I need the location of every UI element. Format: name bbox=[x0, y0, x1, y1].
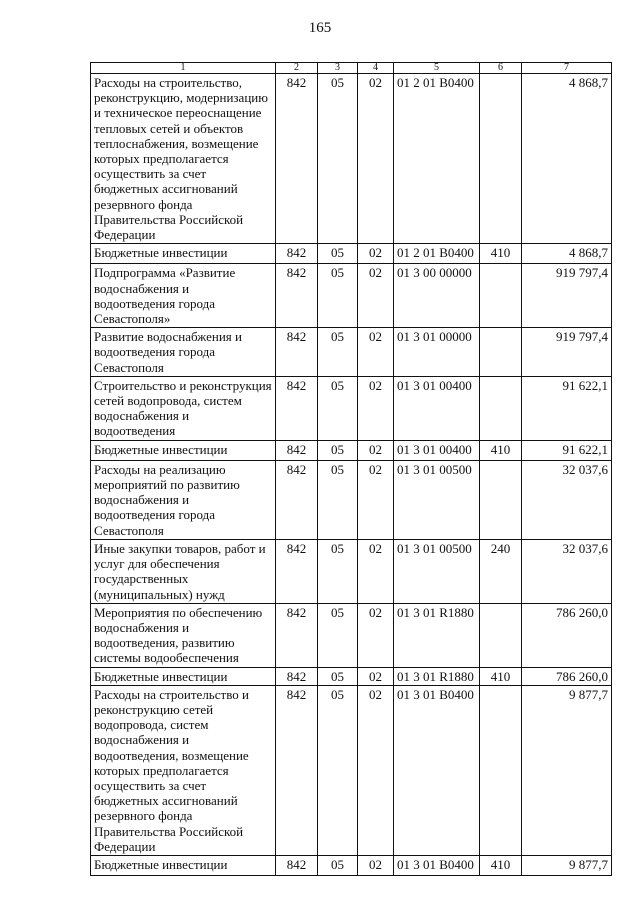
header-col-4: 4 bbox=[358, 63, 394, 74]
table-row bbox=[91, 264, 612, 328]
table-row bbox=[91, 244, 612, 264]
row-ministry-code: 842 bbox=[276, 74, 318, 244]
row-section: 05 bbox=[318, 855, 358, 875]
row-name: Бюджетные инвестиции bbox=[91, 667, 276, 685]
row-target-code: 01 2 01 B0400 bbox=[394, 244, 480, 264]
row-expense-type: 410 bbox=[480, 667, 522, 685]
row-amount: 91 622,1 bbox=[522, 376, 612, 440]
row-section: 05 bbox=[318, 74, 358, 244]
row-name: Бюджетные инвестиции bbox=[91, 440, 276, 460]
row-amount: 32 037,6 bbox=[522, 539, 612, 603]
row-section: 05 bbox=[318, 440, 358, 460]
header-col-3: 3 bbox=[318, 63, 358, 74]
row-target-code: 01 2 01 B0400 bbox=[394, 74, 480, 244]
row-section: 05 bbox=[318, 244, 358, 264]
row-ministry-code: 842 bbox=[276, 440, 318, 460]
row-expense-type bbox=[480, 264, 522, 328]
row-subsection: 02 bbox=[358, 603, 394, 667]
row-name: Мероприятия по обеспечению водоснабжения и водоотведения, развитию системы водообеспечения bbox=[91, 603, 276, 667]
row-amount: 4 868,7 bbox=[522, 244, 612, 264]
table-row bbox=[91, 855, 612, 875]
header-col-7: 7 bbox=[522, 63, 612, 74]
row-amount: 9 877,7 bbox=[522, 855, 612, 875]
row-section: 05 bbox=[318, 667, 358, 685]
row-name: Бюджетные инвестиции bbox=[91, 244, 276, 264]
row-name: Расходы на реализацию мероприятий по развитию водоснабжения и водоотведения города Севастополя bbox=[91, 460, 276, 539]
row-ministry-code: 842 bbox=[276, 603, 318, 667]
row-target-code: 01 3 01 00500 bbox=[394, 539, 480, 603]
row-amount: 4 868,7 bbox=[522, 74, 612, 244]
header-col-2: 2 bbox=[276, 63, 318, 74]
row-section: 05 bbox=[318, 539, 358, 603]
row-target-code: 01 3 01 R1880 bbox=[394, 667, 480, 685]
table-row bbox=[91, 460, 612, 539]
row-ministry-code: 842 bbox=[276, 685, 318, 855]
table-row bbox=[91, 685, 612, 855]
row-expense-type bbox=[480, 460, 522, 539]
header-col-1: 1 bbox=[91, 63, 276, 74]
row-subsection: 02 bbox=[358, 74, 394, 244]
row-name: Подпрограмма «Развитие водоснабжения и водоотведения города Севастополя» bbox=[91, 264, 276, 328]
row-expense-type: 240 bbox=[480, 539, 522, 603]
row-name: Расходы на строительство и реконструкцию сетей водопровода, систем водоснабжения и водоотведения, возмещение которых предполагается осуществить за счет бюджетных ассигнований резервного фонда Правительства Российской Федерации bbox=[91, 685, 276, 855]
table-row bbox=[91, 440, 612, 460]
row-subsection: 02 bbox=[358, 685, 394, 855]
table-row bbox=[91, 539, 612, 603]
row-amount: 91 622,1 bbox=[522, 440, 612, 460]
row-subsection: 02 bbox=[358, 460, 394, 539]
row-target-code: 01 3 01 00000 bbox=[394, 328, 480, 377]
header-col-6: 6 bbox=[480, 63, 522, 74]
row-ministry-code: 842 bbox=[276, 667, 318, 685]
row-ministry-code: 842 bbox=[276, 244, 318, 264]
header-row bbox=[91, 63, 612, 74]
table-row bbox=[91, 376, 612, 440]
row-target-code: 01 3 01 00400 bbox=[394, 376, 480, 440]
row-name: Расходы на строительство, реконструкцию, модернизацию и техническое переоснащение тепловых сетей и объектов теплоснабжения, возмещение которых предполагается осуществить за счет бюджетных ассигнований резервного фонда Правительства Российской Федерации bbox=[91, 74, 276, 244]
table-row bbox=[91, 74, 612, 244]
row-target-code: 01 3 01 00500 bbox=[394, 460, 480, 539]
row-section: 05 bbox=[318, 460, 358, 539]
row-expense-type: 410 bbox=[480, 244, 522, 264]
row-subsection: 02 bbox=[358, 667, 394, 685]
row-subsection: 02 bbox=[358, 244, 394, 264]
row-amount: 32 037,6 bbox=[522, 460, 612, 539]
table-row bbox=[91, 667, 612, 685]
row-name: Строительство и реконструкция сетей водопровода, систем водоснабжения и водоотведения bbox=[91, 376, 276, 440]
row-section: 05 bbox=[318, 603, 358, 667]
row-target-code: 01 3 00 00000 bbox=[394, 264, 480, 328]
header-col-5: 5 bbox=[394, 63, 480, 74]
row-target-code: 01 3 01 00400 bbox=[394, 440, 480, 460]
row-ministry-code: 842 bbox=[276, 539, 318, 603]
row-amount: 919 797,4 bbox=[522, 264, 612, 328]
row-section: 05 bbox=[318, 328, 358, 377]
row-subsection: 02 bbox=[358, 328, 394, 377]
row-amount: 786 260,0 bbox=[522, 667, 612, 685]
row-expense-type bbox=[480, 603, 522, 667]
row-section: 05 bbox=[318, 376, 358, 440]
row-expense-type: 410 bbox=[480, 440, 522, 460]
row-amount: 786 260,0 bbox=[522, 603, 612, 667]
row-subsection: 02 bbox=[358, 855, 394, 875]
row-expense-type bbox=[480, 74, 522, 244]
row-ministry-code: 842 bbox=[276, 264, 318, 328]
table-row bbox=[91, 603, 612, 667]
row-expense-type bbox=[480, 376, 522, 440]
row-expense-type bbox=[480, 685, 522, 855]
row-subsection: 02 bbox=[358, 440, 394, 460]
row-ministry-code: 842 bbox=[276, 855, 318, 875]
row-target-code: 01 3 01 B0400 bbox=[394, 855, 480, 875]
row-subsection: 02 bbox=[358, 264, 394, 328]
row-amount: 9 877,7 bbox=[522, 685, 612, 855]
row-expense-type: 410 bbox=[480, 855, 522, 875]
row-target-code: 01 3 01 R1880 bbox=[394, 603, 480, 667]
row-amount: 919 797,4 bbox=[522, 328, 612, 377]
row-section: 05 bbox=[318, 264, 358, 328]
row-name: Развитие водоснабжения и водоотведения города Севастополя bbox=[91, 328, 276, 377]
budget-table bbox=[90, 62, 612, 876]
row-name: Бюджетные инвестиции bbox=[91, 855, 276, 875]
row-subsection: 02 bbox=[358, 539, 394, 603]
row-ministry-code: 842 bbox=[276, 460, 318, 539]
page-number: 165 bbox=[308, 20, 332, 36]
row-ministry-code: 842 bbox=[276, 328, 318, 377]
row-section: 05 bbox=[318, 685, 358, 855]
row-subsection: 02 bbox=[358, 376, 394, 440]
row-name: Иные закупки товаров, работ и услуг для обеспечения государственных (муниципальных) нужд bbox=[91, 539, 276, 603]
table-row bbox=[91, 328, 612, 377]
row-expense-type bbox=[480, 328, 522, 377]
row-target-code: 01 3 01 B0400 bbox=[394, 685, 480, 855]
row-ministry-code: 842 bbox=[276, 376, 318, 440]
